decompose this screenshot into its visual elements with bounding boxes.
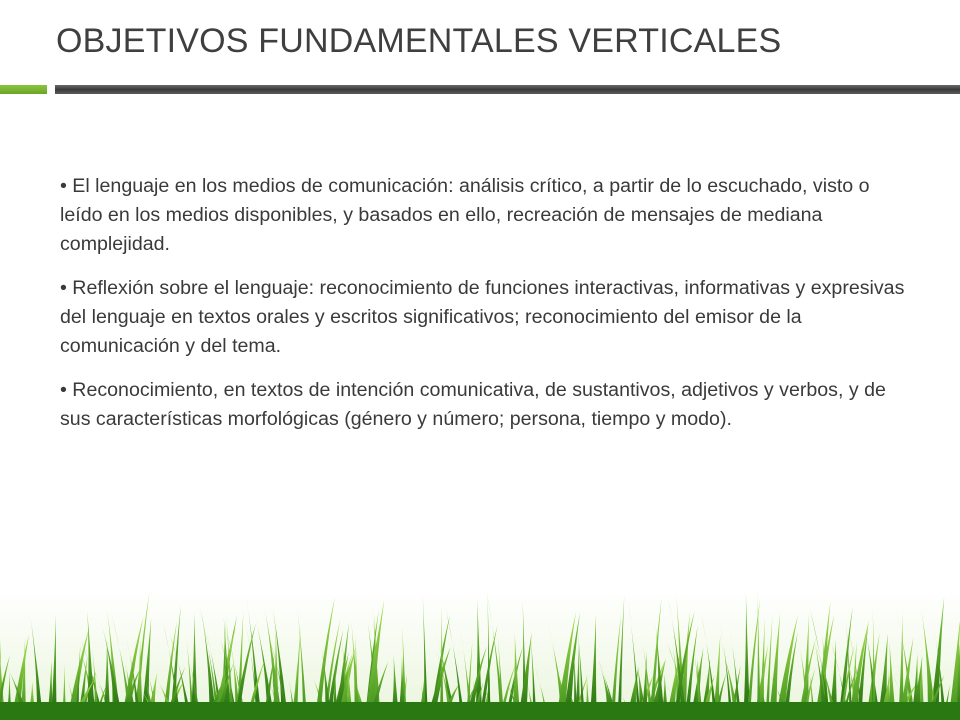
title-underline (0, 84, 960, 96)
bullet-item: • Reflexión sobre el lenguaje: reconocimiento de funciones interactivas, informativas y expresivas del lenguaje en textos orales y escritos significativos; reconocimiento del emisor de la comunicación y del tema. (60, 277, 905, 357)
title-rule (55, 85, 960, 94)
title-accent-block (0, 85, 47, 94)
bullet-item: • El lenguaje en los medios de comunicación: análisis crítico, a partir de lo escuchado, visto o leído en los medios disponibles, y basados en ello, recreación de mensajes de mediana complejidad. (60, 175, 870, 255)
bullet-item: • Reconocimiento, en textos de intención comunicativa, de sustantivos, adjetivos y verbos, y de sus características morfológicas (género y número; persona, tiempo y modo). (60, 379, 886, 430)
grass-footer-image (0, 590, 960, 720)
bullet-list (60, 172, 905, 449)
slide-title: OBJETIVOS FUNDAMENTALES VERTICALES (56, 22, 782, 60)
